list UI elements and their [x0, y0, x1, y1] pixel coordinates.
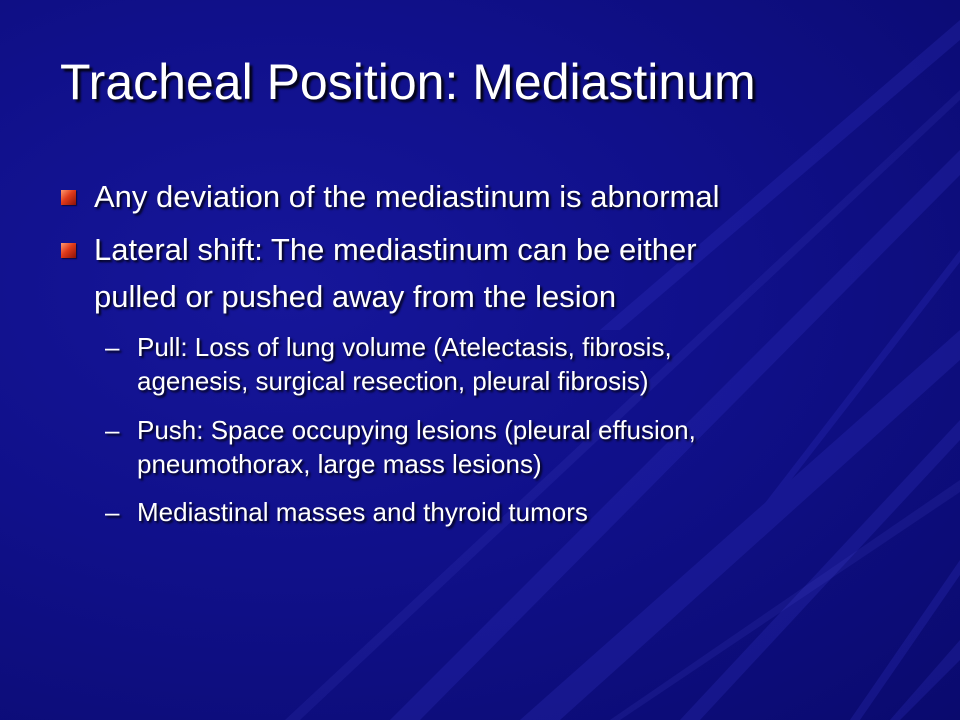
bullet-text: Any deviation of the mediastinum is abnormal	[94, 179, 720, 214]
sub-bullet-text: Push: Space occupying lesions (pleural effusion,	[137, 415, 696, 445]
sub-bullet-text-continued: agenesis, surgical resection, pleural fibrosis)	[137, 366, 649, 396]
bullet-marker	[61, 243, 76, 258]
slide-title: Tracheal Position: Mediastinum	[60, 54, 756, 110]
sub-bullet-text: Pull: Loss of lung volume (Atelectasis, fibrosis,	[137, 332, 672, 362]
sub-bullet-marker: –	[105, 497, 120, 527]
sub-bullet-marker: –	[105, 415, 120, 445]
sub-bullet-marker: –	[105, 332, 120, 362]
sub-bullet-text-continued: pneumothorax, large mass lesions)	[137, 449, 542, 479]
bullet-text-continued: pulled or pushed away from the lesion	[94, 279, 617, 314]
bullet-marker	[61, 190, 76, 205]
sub-bullet-text: Mediastinal masses and thyroid tumors	[137, 497, 588, 527]
bullet-text: Lateral shift: The mediastinum can be either	[94, 232, 697, 267]
